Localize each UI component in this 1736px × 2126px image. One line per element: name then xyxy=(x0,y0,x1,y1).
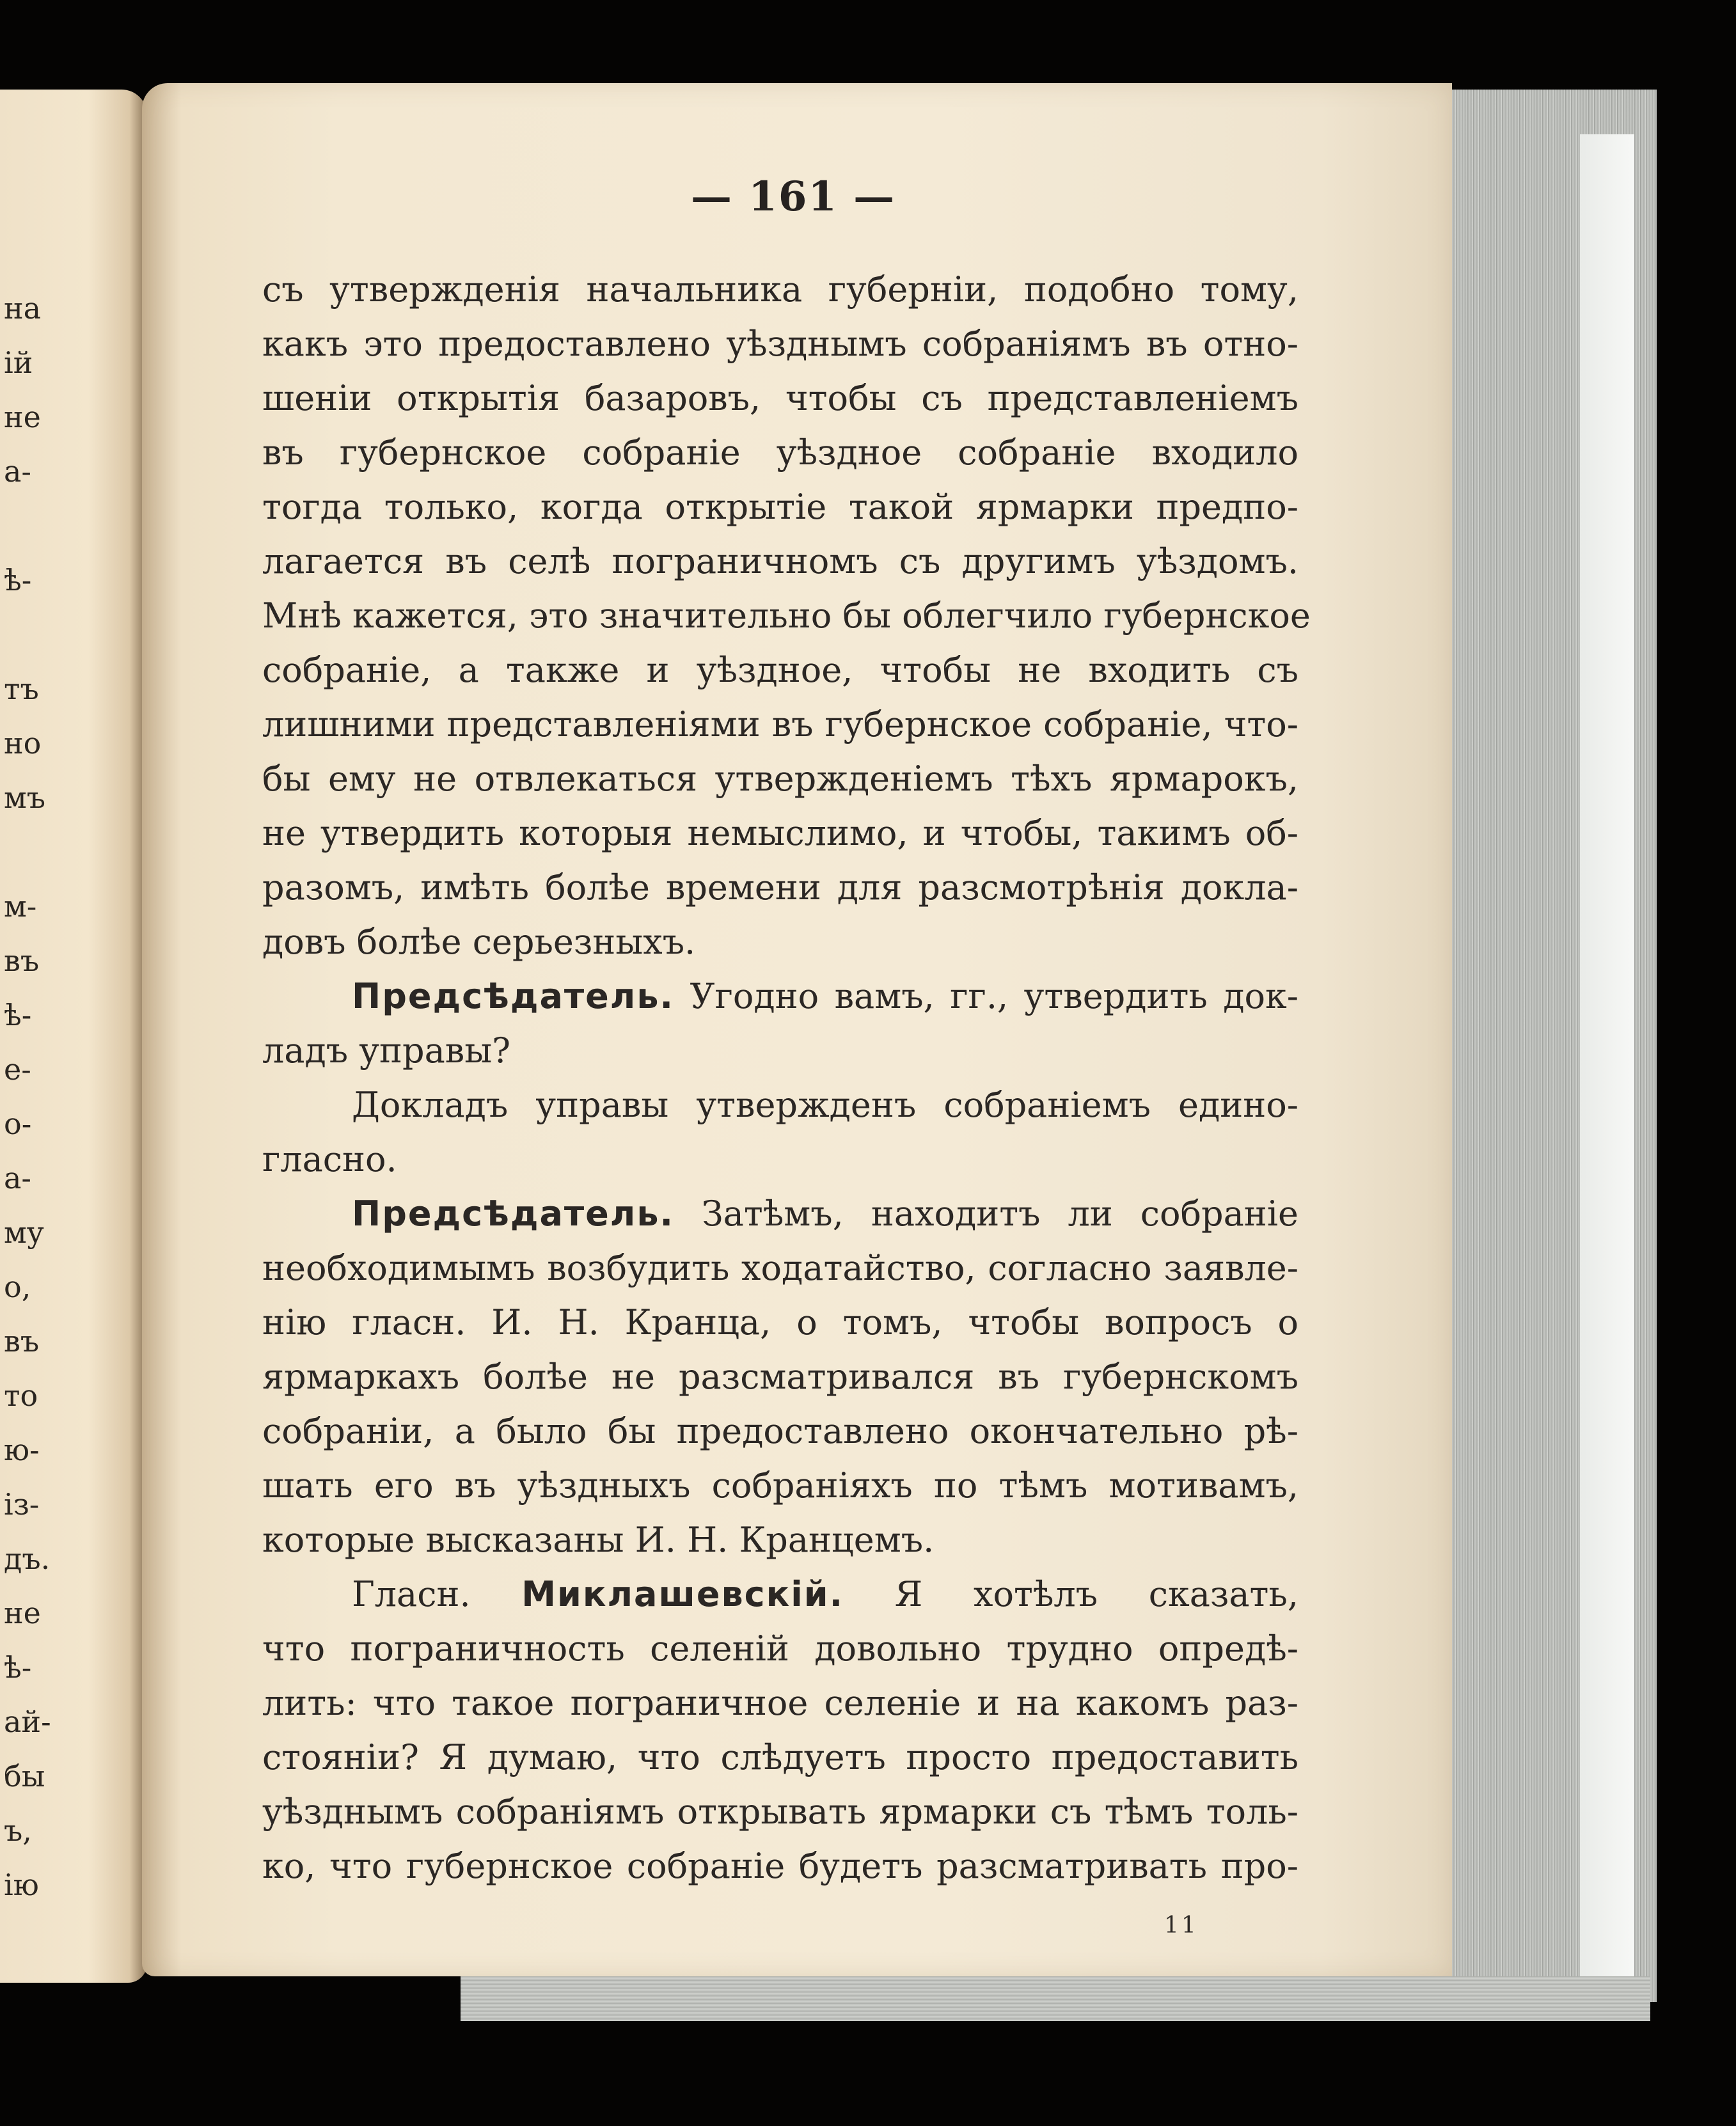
text-line: Мнѣ кажется, это значительно бы облегчило губернское xyxy=(262,595,1311,636)
bottom-page-edges xyxy=(461,1976,1650,2021)
left-fragment: то xyxy=(4,1378,38,1413)
left-fragment: м- xyxy=(4,889,37,924)
left-fragment: бы xyxy=(4,1759,45,1793)
text-line: ладъ управы? xyxy=(262,1030,511,1071)
text-line: собраніи, а было бы предоставлено окончательно рѣ- xyxy=(262,1411,1298,1451)
speech-line xyxy=(262,969,1298,1023)
text-line: въ губернское собраніе уѣздное собраніе входило xyxy=(262,432,1298,473)
left-fragment: мъ xyxy=(4,780,46,815)
text-line: уѣзднымъ собраніямъ открывать ярмарки съ тѣмъ толь- xyxy=(262,1791,1298,1832)
speaker-name: Предсѣдатель. xyxy=(352,1193,675,1234)
left-fragment: ю- xyxy=(4,1433,40,1467)
text-line: съ утвержденія начальника губерніи, подобно тому, xyxy=(262,269,1298,310)
left-fragment xyxy=(4,499,49,553)
left-fragment: не xyxy=(4,1596,41,1630)
left-fragment: ій xyxy=(4,345,33,380)
text-line: ко, что губернское собраніе будетъ разсматривать про- xyxy=(262,1846,1298,1886)
speech-text: Я хотѣлъ сказать, xyxy=(894,1574,1298,1614)
speaker-name: Предсѣдатель. xyxy=(352,976,675,1016)
left-fragment: въ xyxy=(4,943,40,978)
speaker-name: Миклашевскій. xyxy=(521,1574,844,1614)
left-fragment: не xyxy=(4,400,41,434)
text-line: какъ это предоставлено уѣзднымъ собраніямъ въ отно- xyxy=(262,324,1298,364)
left-fragment: на xyxy=(4,291,42,326)
text-line: довъ болѣе серьезныхъ. xyxy=(262,922,696,962)
text-line: бы ему не отвлекаться утвержденіемъ тѣхъ ярмарокъ, xyxy=(262,759,1298,799)
speaker-prefix: Гласн. xyxy=(352,1574,471,1614)
text-line: гласно. xyxy=(262,1139,397,1179)
left-fragment: тъ xyxy=(4,672,39,706)
text-line: не утвердить которыя немыслимо, и чтобы, такимъ об- xyxy=(262,813,1298,853)
left-fragment: ѣ- xyxy=(4,998,32,1032)
text-line: необходимымъ возбудить ходатайство, согласно заявле- xyxy=(262,1248,1298,1288)
left-fragment: а- xyxy=(4,1161,31,1195)
left-fragment: о- xyxy=(4,1106,32,1141)
left-fragment xyxy=(4,825,49,879)
signature-mark: 11 xyxy=(1164,1912,1199,1939)
left-fragment: із- xyxy=(4,1487,40,1522)
text-line: которые высказаны И. Н. Кранцемъ. xyxy=(262,1520,935,1560)
left-fragment: въ xyxy=(4,1324,40,1358)
left-fragment: ъ, xyxy=(4,1813,32,1848)
left-fragment: е- xyxy=(4,1052,31,1087)
text-line: ярмаркахъ болѣе не разсматривался въ губернскомъ xyxy=(262,1357,1298,1397)
left-fragment: ай- xyxy=(4,1705,51,1739)
left-fragment: ію xyxy=(4,1868,39,1902)
speech-line xyxy=(262,1186,1298,1241)
left-fragment: но xyxy=(4,726,42,760)
speech-text: Угодно вамъ, гг., утвердить док- xyxy=(690,976,1298,1016)
text-line: тогда только, когда открытіе такой ярмарки предпо- xyxy=(262,487,1298,527)
left-fragment: о, xyxy=(4,1270,31,1304)
left-fragment: дъ. xyxy=(4,1541,51,1576)
speech-line xyxy=(262,1567,1298,1621)
text-line: лить: что такое пограничное селеніе и на какомъ раз- xyxy=(262,1683,1298,1723)
text-line: разомъ, имѣть болѣе времени для разсмотрѣнія докла- xyxy=(262,867,1298,908)
text-line: стояніи? Я думаю, что слѣдуетъ просто предоставить xyxy=(262,1737,1298,1777)
page-body xyxy=(262,262,1311,1893)
left-fragment: ѣ- xyxy=(4,563,32,597)
page-edges-highlight xyxy=(1580,134,1634,1976)
text-line: лагается въ селѣ пограничномъ съ другимъ уѣздомъ. xyxy=(262,541,1298,581)
left-fragment: му xyxy=(4,1215,44,1250)
page-number: — 161 — xyxy=(691,173,896,221)
left-page xyxy=(0,90,147,1983)
text-line: шеніи открытія базаровъ, чтобы съ представленіемъ xyxy=(262,378,1298,418)
left-fragment: а- xyxy=(4,454,31,489)
text-line: шать его въ уѣздныхъ собраніяхъ по тѣмъ мотивамъ, xyxy=(262,1465,1298,1506)
left-page-fragments xyxy=(4,281,49,1912)
left-fragment: ѣ- xyxy=(4,1650,32,1685)
text-line: лишними представленіями въ губернское собраніе, что- xyxy=(262,704,1298,744)
text-line: нію гласн. И. Н. Кранца, о томъ, чтобы вопросъ о xyxy=(262,1302,1298,1343)
text-line: что пограничность селеній довольно трудно опредѣ- xyxy=(262,1628,1298,1669)
text-line: собраніе, а также и уѣздное, чтобы не входить съ xyxy=(262,650,1298,690)
text-line: Докладъ управы утвержденъ собраніемъ едино- xyxy=(352,1085,1298,1125)
left-fragment xyxy=(4,608,49,662)
speech-text: Затѣмъ, находитъ ли собраніе xyxy=(702,1193,1298,1234)
